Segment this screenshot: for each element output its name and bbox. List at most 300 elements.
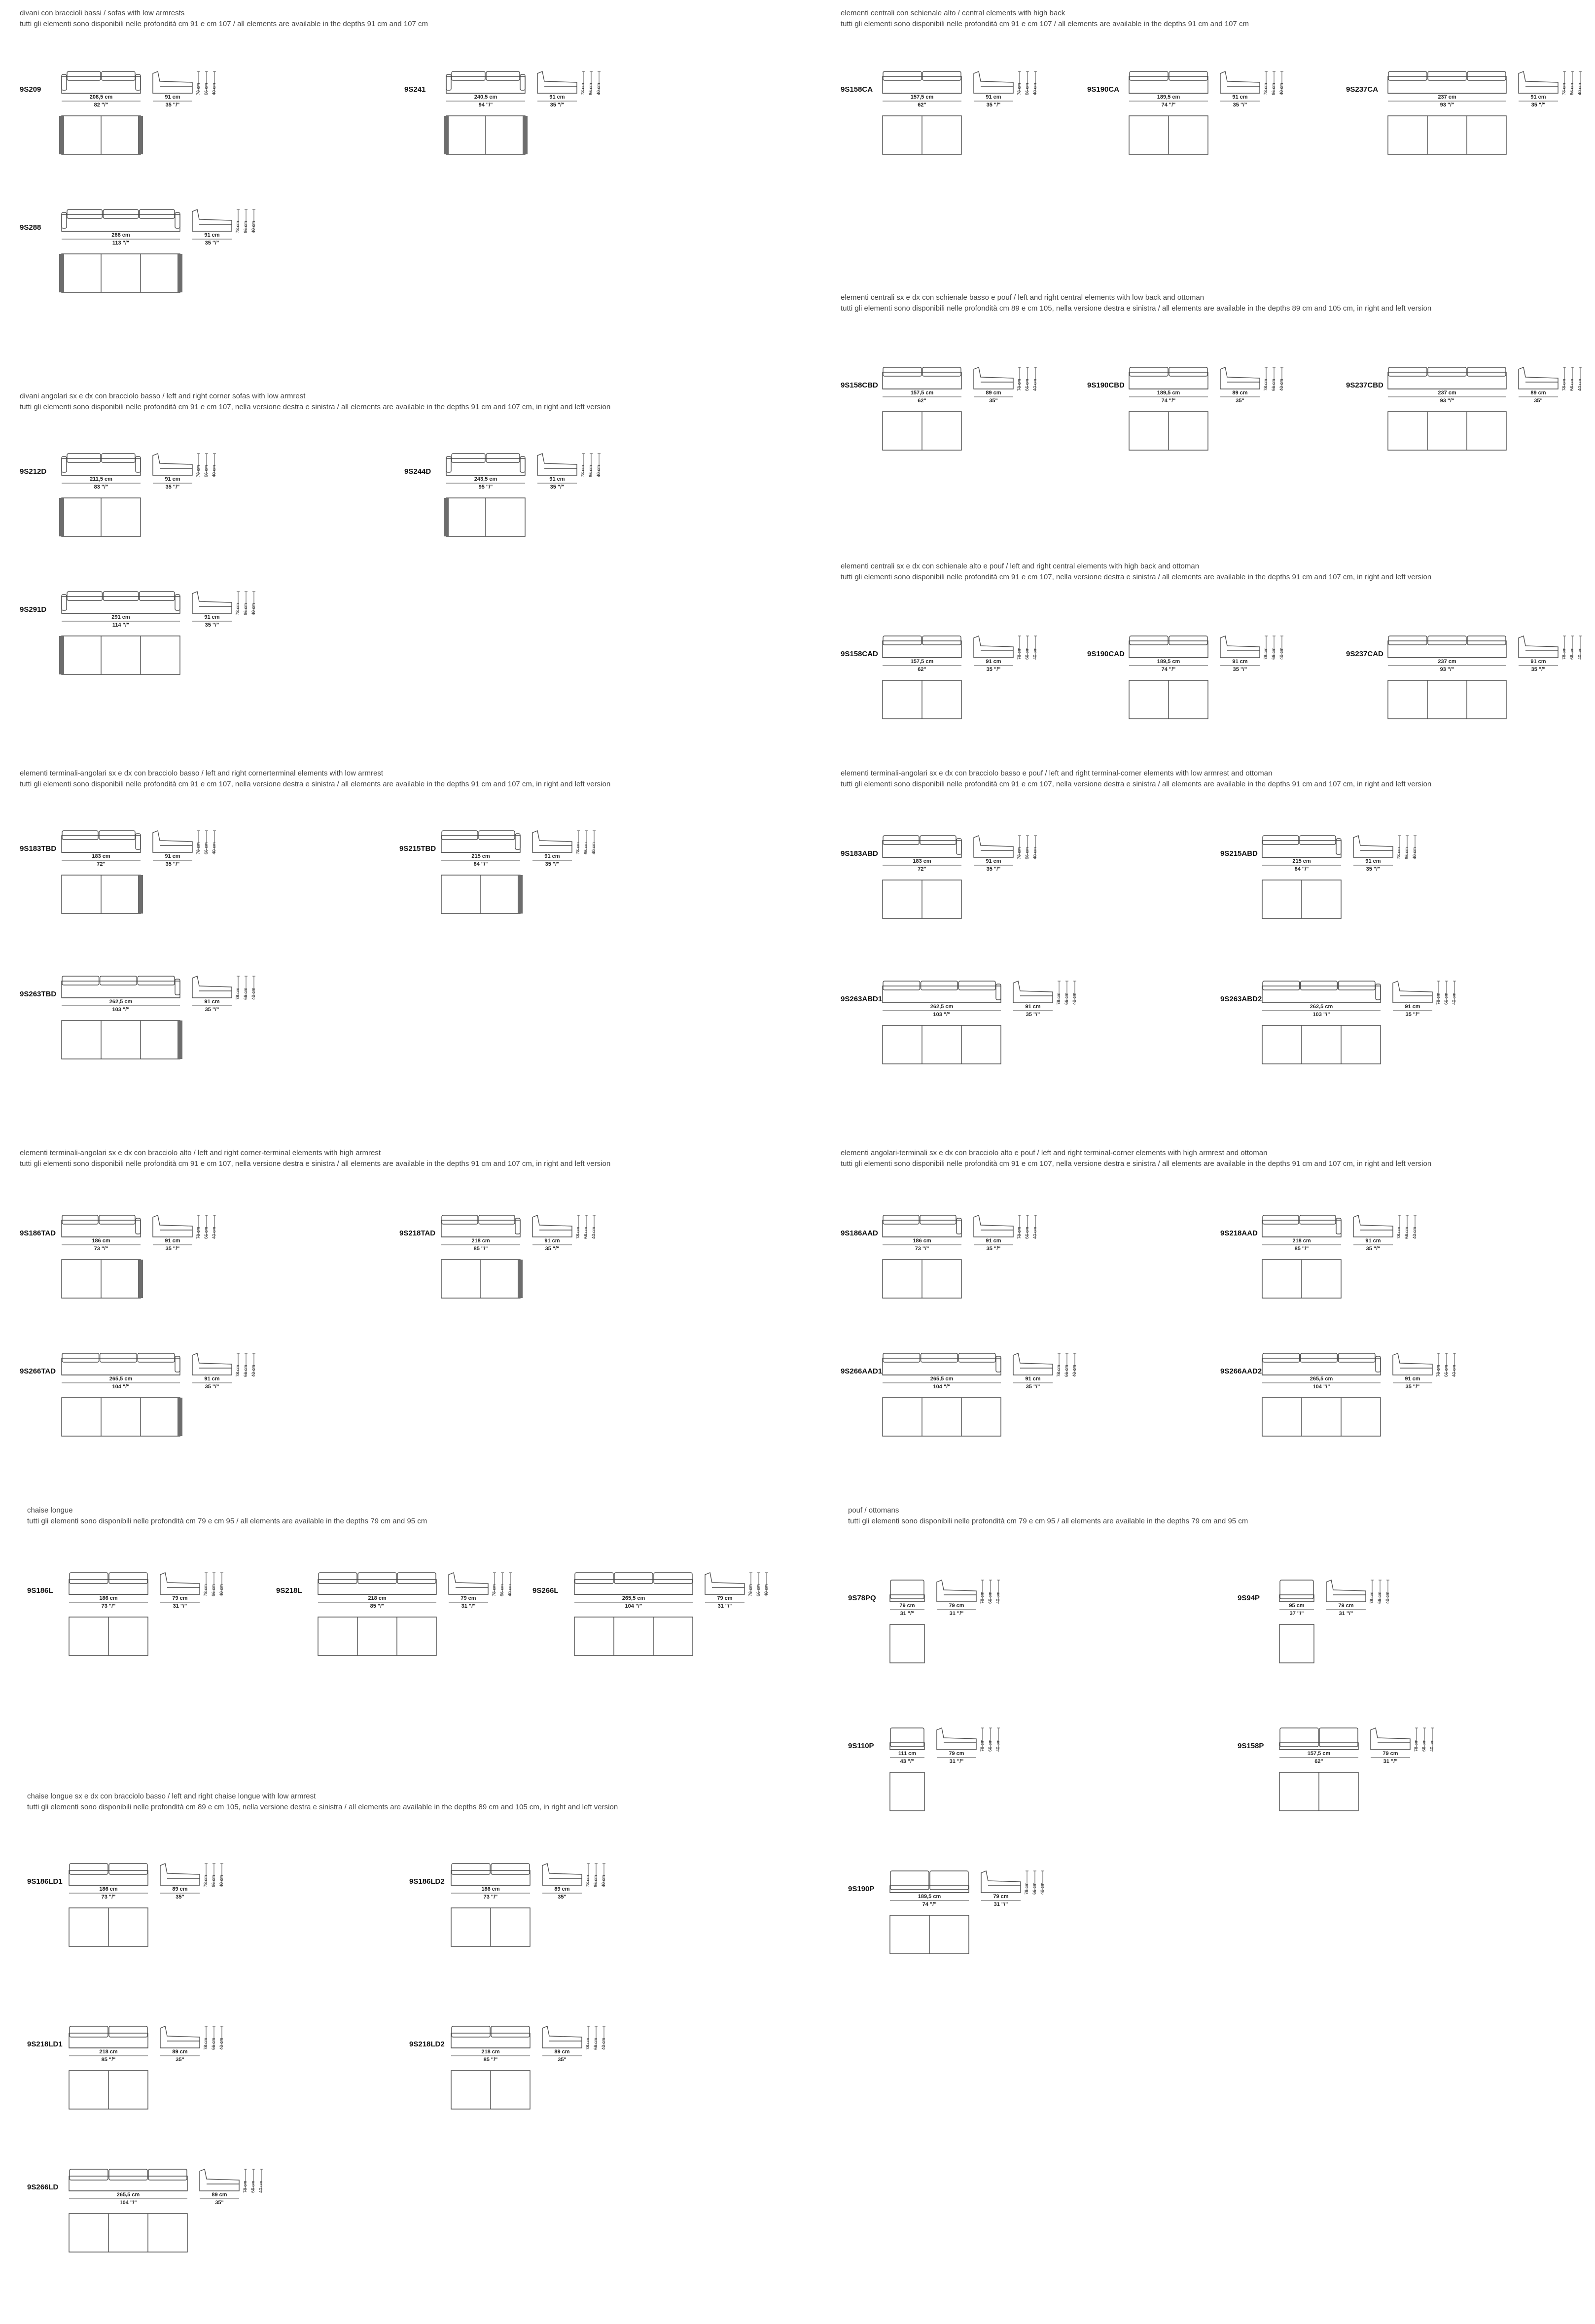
product-code: 9S183ABD	[841, 849, 878, 858]
front-view	[62, 210, 180, 231]
height-seat: 40 cm	[995, 1739, 1000, 1752]
product-drawing	[20, 1346, 325, 1464]
depth-in: 31 "/"	[949, 1611, 964, 1617]
product-code: 9S190CA	[1087, 85, 1120, 94]
width-cm: 157,5 cm	[910, 94, 934, 100]
product-code: 9S237CA	[1346, 85, 1379, 94]
width-in: 114 "/"	[112, 622, 130, 628]
height-seat: 40 cm	[1577, 83, 1582, 95]
height-backrest: 78 cm	[1056, 992, 1061, 1005]
height-armrest: 66 cm	[211, 1875, 216, 1887]
plan-view	[441, 875, 523, 914]
width-cm: 215 cm	[1292, 858, 1311, 864]
product-code: 9S215TBD	[399, 845, 436, 853]
product-code: 9S218LD1	[27, 2040, 63, 2048]
width-in: 31 "/"	[900, 1611, 915, 1617]
depth-cm: 89 cm	[1530, 390, 1546, 396]
product-item	[1220, 1346, 1526, 1464]
product-code: 9S110P	[848, 1742, 874, 1750]
depth-cm: 89 cm	[986, 390, 1001, 396]
depth-in: 31 "/"	[1339, 1611, 1353, 1617]
product-drawing	[20, 823, 325, 942]
width-cm: 237 cm	[1438, 390, 1456, 396]
height-seat: 40 cm	[995, 1591, 1000, 1604]
width-cm: 186 cm	[99, 1886, 118, 1892]
side-view	[1220, 367, 1260, 389]
depth-in: 35 "/"	[205, 240, 219, 246]
section-subtitle: tutti gli elementi sono disponibili nelle profondità cm 91 e cm 107, nella versione destra e sinistra / all elements are available in the depths 91 cm and 107 cm, in right and left version	[20, 403, 611, 411]
height-armrest: 66 cm	[211, 1584, 216, 1596]
side-view	[537, 454, 577, 475]
height-backrest: 78 cm	[203, 2038, 208, 2050]
depth-in: 35"	[176, 2057, 184, 2063]
section-subtitle: tutti gli elementi sono disponibili nelle profondità cm 91 e cm 107 / all elements are available in the depths 91 cm and 107 cm	[841, 20, 1249, 28]
height-armrest: 66 cm	[1404, 847, 1409, 859]
product-drawing	[841, 828, 1146, 947]
product-drawing	[848, 1864, 1154, 1982]
width-cm: 79 cm	[899, 1603, 915, 1609]
height-armrest: 66 cm	[1064, 1365, 1069, 1377]
product-code: 9S237CBD	[1346, 381, 1383, 389]
height-seat: 40 cm	[1412, 1227, 1417, 1239]
width-cm: 186 cm	[481, 1886, 500, 1892]
height-seat: 40 cm	[1385, 1591, 1390, 1604]
width-cm: 189,5 cm	[1157, 659, 1180, 665]
width-cm: 211,5 cm	[90, 476, 112, 482]
depth-cm: 91 cm	[1405, 1376, 1420, 1382]
height-backrest: 78 cm	[1561, 647, 1566, 660]
height-seat: 40 cm	[1040, 1882, 1045, 1895]
height-seat: 40 cm	[1279, 83, 1284, 95]
product-item	[20, 1346, 325, 1464]
side-view	[542, 1864, 582, 1885]
product-item	[1346, 64, 1595, 182]
product-item	[1220, 828, 1526, 947]
height-backrest: 78 cm	[203, 1584, 208, 1596]
height-seat: 40 cm	[1032, 83, 1037, 95]
product-drawing	[399, 1208, 705, 1326]
product-drawing	[1346, 629, 1595, 747]
width-cm: 237 cm	[1438, 659, 1456, 665]
width-cm: 183 cm	[92, 853, 110, 859]
front-view	[62, 454, 141, 475]
height-backrest: 78 cm	[1263, 83, 1268, 95]
height-armrest: 66 cm	[1444, 992, 1449, 1005]
plan-view	[883, 1260, 961, 1298]
front-view	[1129, 636, 1208, 658]
front-view	[890, 1871, 969, 1893]
side-view	[937, 1728, 976, 1750]
side-view	[153, 831, 192, 852]
product-code: 9S218TAD	[399, 1229, 436, 1237]
product-code: 9S94P	[1238, 1594, 1260, 1602]
product-drawing	[27, 1856, 333, 1974]
width-cm: 157,5 cm	[910, 659, 934, 665]
section-title: elementi terminali-angolari sx e dx con bracciolo alto / left and right corner-terminal elements with high armrest	[20, 1149, 381, 1157]
height-backrest: 78 cm	[243, 2181, 248, 2193]
width-cm: 265,5 cm	[622, 1595, 645, 1601]
depth-cm: 89 cm	[172, 1886, 188, 1892]
depth-in: 35"	[558, 2057, 567, 2063]
height-seat: 40 cm	[1032, 647, 1037, 660]
depth-in: 35 "/"	[986, 102, 1001, 108]
height-backrest: 78 cm	[203, 1875, 208, 1887]
product-code: 9S263ABD2	[1220, 995, 1262, 1003]
section-title: elementi centrali sx e dx con schienale alto e pouf / left and right central elements with high back and ottoman	[841, 562, 1200, 570]
depth-cm: 91 cm	[549, 476, 565, 482]
depth-cm: 91 cm	[204, 232, 220, 238]
product-code: 9S218L	[276, 1586, 302, 1595]
section-title: pouf / ottomans	[848, 1506, 899, 1514]
width-cm: 157,5 cm	[1307, 1751, 1331, 1757]
product-drawing	[841, 974, 1146, 1092]
section-title: elementi terminali-angolari sx e dx con bracciolo basso / left and right cornerterminal elements with low armrest	[20, 769, 383, 777]
plan-view	[69, 2214, 187, 2252]
product-item	[1220, 1208, 1526, 1326]
product-item	[399, 823, 705, 942]
height-seat: 40 cm	[251, 1365, 256, 1377]
product-code: 9S158P	[1238, 1742, 1264, 1750]
height-backrest: 78 cm	[1414, 1739, 1418, 1752]
product-code: 9S263ABD1	[841, 995, 883, 1003]
product-code: 9S186L	[27, 1586, 53, 1595]
plan-view	[69, 1908, 148, 1946]
height-seat: 40 cm	[591, 1227, 596, 1239]
width-cm: 189,5 cm	[1157, 94, 1180, 100]
plan-view	[62, 1260, 143, 1298]
front-view	[62, 976, 180, 998]
plan-view	[444, 116, 528, 154]
height-seat: 40 cm	[1032, 847, 1037, 859]
depth-cm: 91 cm	[165, 476, 180, 482]
depth-cm: 91 cm	[165, 1238, 180, 1244]
front-view	[1129, 71, 1208, 93]
height-backrest: 78 cm	[1263, 379, 1268, 391]
height-backrest: 78 cm	[580, 465, 585, 477]
depth-in: 35 "/"	[545, 861, 560, 867]
product-code: 9S291D	[20, 605, 47, 614]
depth-in: 35 "/"	[1233, 667, 1247, 672]
width-in: 103 "/"	[112, 1007, 130, 1013]
height-armrest: 66 cm	[243, 987, 248, 1000]
width-in: 104 "/"	[933, 1384, 951, 1390]
height-backrest: 78 cm	[196, 842, 201, 854]
depth-cm: 91 cm	[1025, 1004, 1041, 1010]
plan-view	[1262, 880, 1341, 918]
product-code: 9S209	[20, 85, 41, 94]
width-cm: 189,5 cm	[1157, 390, 1180, 396]
product-item	[399, 1208, 705, 1326]
height-backrest: 78 cm	[1561, 83, 1566, 95]
product-code: 9S244D	[404, 467, 431, 476]
height-armrest: 66 cm	[1569, 647, 1574, 660]
product-code: 9S263TBD	[20, 990, 57, 998]
plan-view	[1129, 116, 1208, 154]
product-item	[404, 64, 710, 182]
width-in: 62"	[918, 102, 926, 108]
section-title: chaise longue sx e dx con bracciolo basso / left and right chaise longue with low armrest	[27, 1792, 316, 1800]
depth-in: 31 "/"	[717, 1603, 732, 1609]
depth-cm: 89 cm	[1232, 390, 1248, 396]
side-view	[160, 1864, 200, 1885]
product-drawing	[20, 969, 325, 1087]
height-backrest: 78 cm	[1436, 992, 1441, 1005]
width-cm: 208,5 cm	[89, 94, 113, 100]
product-item	[841, 1346, 1146, 1464]
product-code: 9S212D	[20, 467, 47, 476]
height-seat: 40 cm	[212, 465, 216, 477]
height-backrest: 78 cm	[1017, 1227, 1022, 1239]
product-item	[409, 1856, 715, 1974]
section-subtitle: tutti gli elementi sono disponibili nelle profondità cm 89 e cm 105, nella versione destra e sinistra / all elements are available in the depths 89 cm and 105 cm, in right and left version	[27, 1803, 618, 1811]
product-drawing	[409, 2019, 715, 2137]
height-backrest: 78 cm	[1561, 379, 1566, 391]
width-in: 103 "/"	[933, 1012, 951, 1018]
plan-view	[1279, 1624, 1314, 1663]
depth-in: 35 "/"	[550, 484, 565, 490]
depth-cm: 91 cm	[986, 858, 1001, 864]
product-code: 9S186LD1	[27, 1877, 63, 1886]
product-drawing	[1238, 1573, 1543, 1691]
front-view	[62, 1215, 141, 1237]
width-cm: 218 cm	[99, 2049, 118, 2055]
width-cm: 218 cm	[1292, 1238, 1311, 1244]
height-backrest: 78 cm	[1369, 1591, 1374, 1604]
depth-in: 35"	[176, 1894, 184, 1900]
height-armrest: 66 cm	[588, 83, 593, 95]
product-code: 9S158CAD	[841, 650, 878, 658]
width-in: 104 "/"	[112, 1384, 130, 1390]
side-view	[537, 71, 577, 93]
side-view	[532, 1215, 572, 1237]
height-backrest: 78 cm	[1263, 647, 1268, 660]
plan-view	[62, 1398, 182, 1436]
plan-view	[1129, 680, 1208, 719]
front-view	[1388, 636, 1506, 658]
product-code: 9S190CAD	[1087, 650, 1125, 658]
height-armrest: 66 cm	[243, 1365, 248, 1377]
height-backrest: 78 cm	[1017, 847, 1022, 859]
front-view	[1262, 836, 1341, 857]
product-item	[848, 1864, 1154, 1982]
product-code: 9S186AAD	[841, 1229, 878, 1237]
side-view	[974, 367, 1013, 389]
front-view	[62, 71, 141, 93]
height-backrest: 78 cm	[748, 1584, 753, 1596]
product-code: 9S237CAD	[1346, 650, 1383, 658]
depth-cm: 79 cm	[717, 1595, 733, 1601]
product-item	[20, 823, 325, 942]
front-view	[883, 1215, 961, 1237]
side-view	[1220, 636, 1260, 658]
plan-view	[890, 1772, 924, 1811]
width-in: 85 "/"	[473, 1246, 488, 1252]
front-view	[441, 831, 520, 852]
height-seat: 40 cm	[507, 1584, 512, 1596]
product-item	[404, 446, 710, 564]
width-cm: 186 cm	[92, 1238, 110, 1244]
side-view	[192, 210, 232, 231]
product-drawing	[1220, 828, 1526, 947]
side-view	[153, 71, 192, 93]
width-cm: 265,5 cm	[116, 2192, 140, 2198]
front-view	[1279, 1728, 1358, 1750]
product-code: 9S266AAD1	[841, 1367, 883, 1375]
width-in: 84 "/"	[473, 861, 488, 867]
height-armrest: 66 cm	[593, 2038, 598, 2050]
height-seat: 40 cm	[601, 1875, 606, 1887]
height-armrest: 66 cm	[211, 2038, 216, 2050]
depth-cm: 89 cm	[554, 2049, 570, 2055]
depth-cm: 91 cm	[204, 1376, 220, 1382]
plan-view	[1388, 116, 1506, 154]
width-in: 74 "/"	[1161, 102, 1176, 108]
width-cm: 186 cm	[99, 1595, 118, 1601]
depth-in: 35 "/"	[550, 102, 565, 108]
product-item	[841, 974, 1146, 1092]
plan-view	[890, 1624, 924, 1663]
side-view	[153, 1215, 192, 1237]
side-view	[192, 976, 232, 998]
product-item	[20, 446, 325, 564]
front-view	[1388, 367, 1506, 389]
product-drawing	[532, 1565, 838, 1684]
product-code: 9S266LD	[27, 2183, 59, 2191]
width-cm: 265,5 cm	[930, 1376, 954, 1382]
width-cm: 186 cm	[913, 1238, 931, 1244]
width-cm: 262,5 cm	[1310, 1004, 1333, 1010]
product-item	[1220, 974, 1526, 1092]
width-in: 103 "/"	[1312, 1012, 1330, 1018]
depth-cm: 79 cm	[1382, 1751, 1398, 1757]
height-armrest: 66 cm	[204, 842, 209, 854]
height-armrest: 66 cm	[1025, 647, 1029, 660]
depth-in: 31 "/"	[173, 1603, 187, 1609]
product-drawing	[20, 446, 325, 564]
height-backrest: 78 cm	[585, 2038, 590, 2050]
height-armrest: 66 cm	[1271, 647, 1276, 660]
front-view	[62, 1353, 180, 1375]
height-backrest: 78 cm	[575, 842, 580, 854]
side-view	[974, 71, 1013, 93]
width-in: 93 "/"	[1440, 667, 1454, 672]
depth-cm: 91 cm	[1025, 1376, 1041, 1382]
section-title: chaise longue	[27, 1506, 73, 1514]
front-view	[1262, 1215, 1341, 1237]
width-cm: 157,5 cm	[910, 390, 934, 396]
height-armrest: 66 cm	[588, 465, 593, 477]
product-item	[848, 1573, 1154, 1691]
side-view	[937, 1580, 976, 1602]
product-code: 9S158CBD	[841, 381, 878, 389]
side-view	[974, 636, 1013, 658]
depth-in: 35 "/"	[165, 861, 180, 867]
height-armrest: 66 cm	[1377, 1591, 1382, 1604]
side-view	[160, 2026, 200, 2048]
width-in: 37 "/"	[1289, 1611, 1304, 1617]
product-drawing	[20, 584, 325, 703]
section-title: elementi centrali sx e dx con schienale basso e pouf / left and right central elements with low back and ottoman	[841, 293, 1205, 302]
section-title: elementi centrali con schienale alto / central elements with high back	[841, 9, 1065, 17]
product-code: 9S186TAD	[20, 1229, 56, 1237]
plan-view	[574, 1617, 693, 1655]
height-armrest: 66 cm	[1404, 1227, 1409, 1239]
product-drawing	[20, 202, 325, 320]
height-seat: 40 cm	[1452, 992, 1456, 1005]
height-backrest: 78 cm	[1056, 1365, 1061, 1377]
height-backrest: 78 cm	[235, 603, 240, 615]
depth-in: 35 "/"	[165, 102, 180, 108]
product-code: 9S266AAD2	[1220, 1367, 1262, 1375]
width-in: 85 "/"	[483, 2057, 498, 2063]
width-in: 43 "/"	[900, 1759, 915, 1764]
width-in: 62"	[918, 667, 926, 672]
plan-view	[318, 1617, 436, 1655]
height-armrest: 66 cm	[1025, 83, 1029, 95]
width-in: 93 "/"	[1440, 398, 1454, 404]
width-cm: 215 cm	[471, 853, 490, 859]
side-view	[1519, 636, 1558, 658]
depth-cm: 91 cm	[1530, 659, 1546, 665]
depth-in: 31 "/"	[1383, 1759, 1398, 1764]
depth-cm: 79 cm	[172, 1595, 188, 1601]
section-subtitle: tutti gli elementi sono disponibili nelle profondità cm 79 e cm 95 / all elements are available in the depths 79 cm and 95 cm	[848, 1517, 1248, 1525]
side-view	[705, 1573, 744, 1594]
height-seat: 40 cm	[219, 2038, 224, 2050]
plan-view	[59, 636, 180, 674]
product-code: 9S266TAD	[20, 1367, 56, 1375]
height-seat: 40 cm	[219, 1584, 224, 1596]
plan-view	[451, 1908, 530, 1946]
depth-in: 35"	[1236, 398, 1244, 404]
side-view	[1353, 1215, 1393, 1237]
width-in: 94 "/"	[478, 102, 493, 108]
depth-cm: 91 cm	[1232, 659, 1248, 665]
height-armrest: 66 cm	[756, 1584, 761, 1596]
plan-view	[59, 254, 182, 292]
front-view	[1388, 71, 1506, 93]
product-item	[20, 969, 325, 1087]
height-backrest: 78 cm	[980, 1739, 985, 1752]
height-armrest: 66 cm	[1032, 1882, 1037, 1895]
height-backrest: 78 cm	[1017, 83, 1022, 95]
depth-in: 35 "/"	[1026, 1012, 1040, 1018]
height-backrest: 78 cm	[1024, 1882, 1029, 1895]
height-seat: 40 cm	[764, 1584, 769, 1596]
product-item	[848, 1721, 1154, 1839]
product-item	[1346, 629, 1595, 747]
plan-view	[883, 880, 961, 918]
height-seat: 40 cm	[591, 842, 596, 854]
height-backrest: 78 cm	[196, 1227, 201, 1239]
front-view	[69, 2169, 187, 2191]
product-item	[1346, 360, 1595, 478]
width-in: 95 "/"	[478, 484, 493, 490]
depth-cm: 91 cm	[986, 94, 1001, 100]
height-backrest: 78 cm	[1396, 847, 1401, 859]
product-drawing	[20, 64, 325, 182]
height-armrest: 66 cm	[243, 603, 248, 615]
height-seat: 40 cm	[1577, 379, 1582, 391]
depth-cm: 79 cm	[1338, 1603, 1354, 1609]
front-view	[883, 981, 1001, 1003]
height-seat: 40 cm	[258, 2181, 263, 2193]
front-view	[69, 1864, 148, 1885]
plan-view	[883, 116, 961, 154]
height-backrest: 78 cm	[585, 1875, 590, 1887]
depth-in: 35 "/"	[1233, 102, 1247, 108]
depth-cm: 91 cm	[165, 94, 180, 100]
